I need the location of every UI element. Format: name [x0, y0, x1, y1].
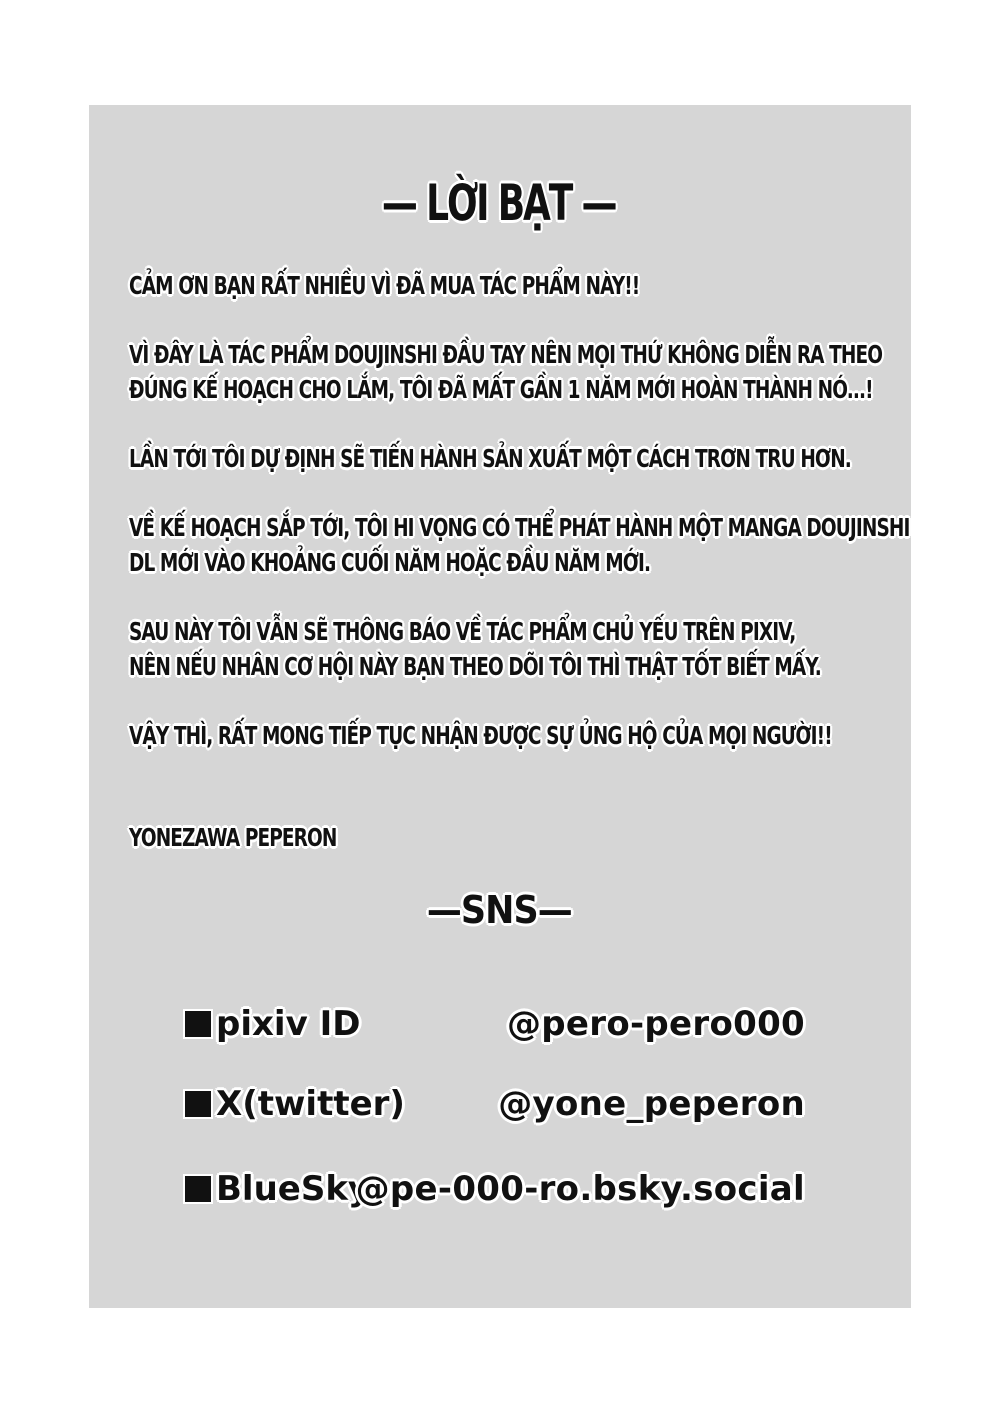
sns-row-bluesky	[185, 1164, 805, 1214]
paragraph-line: LẦN TỚI TÔI DỰ ĐỊNH SẼ TIẾN HÀNH SẢN XUẤT MỘT CÁCH TRƠN TRU HƠN.	[129, 444, 851, 473]
sns-label	[185, 1079, 405, 1129]
paragraph-line: DL MỚI VÀO KHOẢNG CUỐI NĂM HOẶC ĐẦU NĂM MỚI.	[129, 548, 651, 577]
sns-handle-bluesky[interactable]: @pe-000-ro.bsky.social	[355, 1169, 805, 1209]
paragraph-closing	[129, 718, 869, 753]
afterword-body	[129, 268, 910, 787]
paragraph-line: VÌ ĐÂY LÀ TÁC PHẨM DOUJINSHI ĐẦU TAY NÊN MỌI THỨ KHÔNG DIỄN RA THEO	[129, 340, 883, 369]
paragraph-line: CẢM ƠN BẠN RẤT NHIỀU VÌ ĐÃ MUA TÁC PHẨM NÀY!!	[129, 271, 640, 300]
paragraph-line: VỀ KẾ HOẠCH SẮP TỚI, TÔI HI VỌNG CÓ THỂ PHÁT HÀNH MỘT MANGA DOUJINSHI	[129, 513, 910, 542]
sns-label	[185, 999, 360, 1049]
sns-title: —SNS—	[426, 888, 572, 932]
square-bullet-icon	[185, 1176, 211, 1202]
square-bullet-icon	[185, 1011, 211, 1037]
paragraph-first-work	[129, 337, 883, 407]
sns-label	[185, 1164, 370, 1214]
afterword-title: — LỜI BẠT —	[381, 174, 616, 232]
sns-handle-pixiv[interactable]: @pero-pero000	[506, 1004, 805, 1044]
paragraph-pixiv	[129, 614, 869, 684]
sns-row-pixiv	[185, 999, 805, 1049]
sns-row-twitter	[185, 1079, 805, 1129]
paragraph-line: VẬY THÌ, RẤT MONG TIẾP TỤC NHẬN ĐƯỢC SỰ ỦNG HỘ CỦA MỌI NGƯỜI!!	[129, 721, 832, 750]
paragraph-line: NÊN NẾU NHÂN CƠ HỘI NÀY BẠN THEO DÕI TÔI THÌ THẬT TỐT BIẾT MẤY.	[129, 652, 821, 681]
paragraph-plans	[129, 510, 910, 580]
sns-handle-twitter[interactable]: @yone_peperon	[498, 1084, 805, 1124]
sns-label-text: BlueSky	[216, 1169, 371, 1209]
square-bullet-icon	[185, 1091, 211, 1117]
paragraph-line: SAU NÀY TÔI VẪN SẼ THÔNG BÁO VỀ TÁC PHẨM CHỦ YẾU TRÊN PIXIV,	[129, 617, 796, 646]
author-signature: YONEZAWA PEPERON	[129, 823, 337, 852]
paragraph-thanks	[129, 268, 869, 303]
sns-label-text: X(twitter)	[216, 1084, 405, 1124]
sns-label-text: pixiv ID	[216, 1004, 361, 1044]
paragraph-next-time	[129, 441, 869, 476]
paragraph-line: ĐÚNG KẾ HOẠCH CHO LẮM, TÔI ĐÃ MẤT GẦN 1 NĂM MỚI HOÀN THÀNH NÓ...!	[129, 375, 873, 404]
